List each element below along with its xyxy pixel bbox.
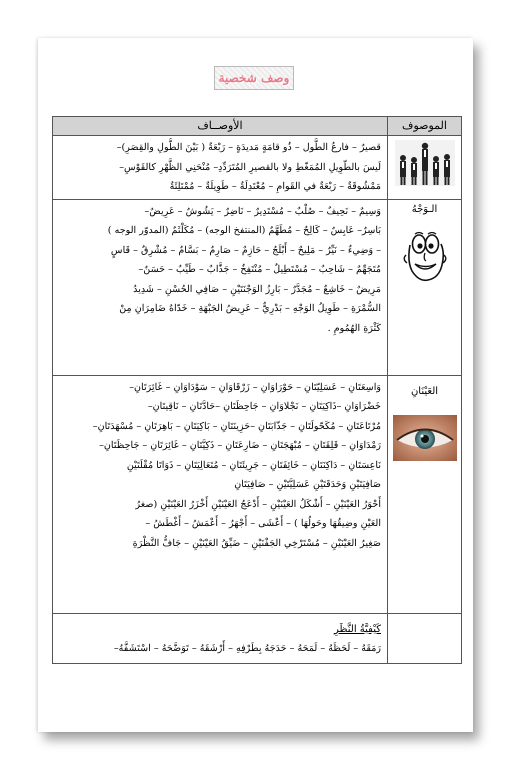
text-line: رَمَقَهُ – لَحَظَهُ – لَمَحَهُ – حَدَجَهُ بِطَرْفِهِ – أَرْشَقَهُ – تَوَضَّحَهُ – اسْتَشَفَّهُ– (113, 643, 381, 654)
text-line: مَمْشُوقَةٌ – رَبْعَةٌ في القَوامِ – مُعْتَدِلَةٌ – طَوِيلَةٌ – مُمْتَلِئَةٌ (169, 181, 381, 192)
row-gaze-text (53, 613, 388, 663)
row-gaze-word-cell (388, 613, 462, 663)
text-line: مُرْتَاعَتَانِ – مُكَحّولَتَانِ – جَذّابَتَانِ –حَزِينَتَانِ – بَاكِيَتَانِ – بَاهِرَتَانِ – مُسْهَدَتَانِ– (92, 420, 381, 432)
text-line: مَرِيضٌ – خَاشِعٌ – مُجَدَّرٌ – بَارِزُ الوَجْنَتَيْنِ – صَافِي الحُسْنِ – شَدِيدُ (133, 283, 381, 295)
header-descriptions: الأوصــاف (53, 117, 388, 136)
table-row-face (53, 199, 462, 375)
text-line: رَمْدَاوَانِ – قَلِقَتَانِ – مُبْهَجَتَانِ – ضَارِعَتَانِ – ذَكِيَّتَانِ – غَائِرَتَانِ – جَاحِظَتَانِ– (99, 440, 381, 451)
cartoon-face-image (401, 231, 449, 283)
text-line: صَافِيَتَيْنِ وَحَدَقَتَيْنِ عَسَلِيَّتَيْنِ – صَافِيَتَانِ (234, 479, 381, 490)
text-line: أَحْوَرُ العَيْنَيْنِ – أَشْكَلُ العَيْنَيْنِ – أَدْعَجُ العَيْنَيْنِ أَخْزَرُ العَيْنَيْنِ (صغرُ (135, 498, 381, 510)
table-row-gaze (53, 613, 462, 663)
descriptions-table (52, 116, 462, 664)
text-line: مُتَجَهِّمٌ – شَاحِبٌ – مُسْتَطِيلٌ – مُنْتَفِخٌ – جَذَّابٌ – طَيِّبٌ – حَسَنٌ– (138, 264, 381, 275)
people-group-image (388, 142, 461, 186)
row-eyes-word-cell (388, 375, 462, 613)
row-eyes-text (53, 375, 388, 613)
text-line: بَاسِرٌ– عَابِسٌ – كَالِحٌ – مُطَهَّمٌ (المنتفخ الوجه) – مُكَلْثَمٌ (المدوّر الوجه ) (107, 225, 381, 236)
table-row-body (53, 136, 462, 200)
text-line: صَغِيرُ العَيْنَيْنِ – مُسْتَرْخِي الجَفْنَيْنِ – ضَيِّقُ العَيْنَيْنِ – جَافُّ النَّظْرَةِ (132, 537, 381, 549)
page-title: وصف شخصية (218, 71, 290, 85)
row-eyes-word: العَيْنَانِ (410, 385, 439, 397)
text-line: وَسِيمٌ – نَحِيفٌ – صُلْبٌ – مُسْتَدِيرٌ – نَاضِرٌ – يَشُوشٌ – عَرِيضٌ– (144, 205, 381, 217)
text-line: كَثْرَةِ الهُمُومِ . (327, 322, 381, 334)
row-face-word: الـوَجْهُ (411, 203, 438, 215)
table-row-eyes (53, 375, 462, 613)
text-line: – وَضِيءٌ – نَيِّرٌ – مَلِيحٌ – أَبْلَجُ – حَازِمٌ – صَارِمٌ – بَسَّامٌ – مُشْرِقٌ – قَاسٍ (110, 244, 381, 256)
eye-image (393, 415, 457, 461)
document-page (38, 38, 473, 732)
row-body-word-cell (388, 136, 462, 200)
table-header-row (53, 117, 462, 136)
text-line: وَاسِعَتَانِ – عَسَلِيّتَانِ – حَوْرَاوَانِ – زَرْقَاوَانِ – سَوْدَاوَانِ – غَائِرَتَانِ– (129, 381, 381, 393)
row-face-word-cell (388, 199, 462, 375)
text-line: السُّمْرَةِ – طَوِيلُ الوَجْهِ – بَدْرِيٌّ – عَرِيضُ الجَبْهَةِ – خَدّاهُ ضَامِرَانِ مِنْ (119, 303, 381, 314)
text-line: نَاعِسَتَانِ – دَاكِنَتَانِ – خَائِفَتَانِ – جَرِيئَتَانِ – مُتَعَالِيَتَانِ – ذَوَاتَا مُقْلَتَيْنِ (126, 459, 381, 471)
title-box (214, 66, 294, 90)
text-line: لَيسَ بالطّوِيلِ المُمَغّطِ ولا بالقصيرِ المُتَرَدِّدِ– مُنْحَنِي الظَّهْرِ كالقَوْسِ– (119, 161, 381, 173)
row-body-text (53, 136, 388, 200)
text-line: خَضْرَاوَانِ –ذَاكِيَتَانِ – نَجْلاوَانِ – جَاحِظَتَانِ –حَادَّتَانِ – نَاقِيتَانِ– (147, 401, 381, 412)
gaze-subtitle: كَيْفِيَّةُ النَّظَرِ (334, 623, 381, 635)
header-described: الموصوف (388, 117, 462, 136)
text-line: قصيرٌ – فارعُ الطُّول – ذُو قامَةٍ مَديدَةٍ – رَبْعَةٌ ( بَيْنَ الطُّولِ والقِصَرِ)– (116, 142, 381, 153)
row-face-text (53, 199, 388, 375)
text-line: العَيْنِ وضِيقُهَا وحَولُهَا ) – أَعْشَى – أَجْهَرُ – أَعْمَشُ – أَغْطَشُ – (145, 518, 381, 529)
